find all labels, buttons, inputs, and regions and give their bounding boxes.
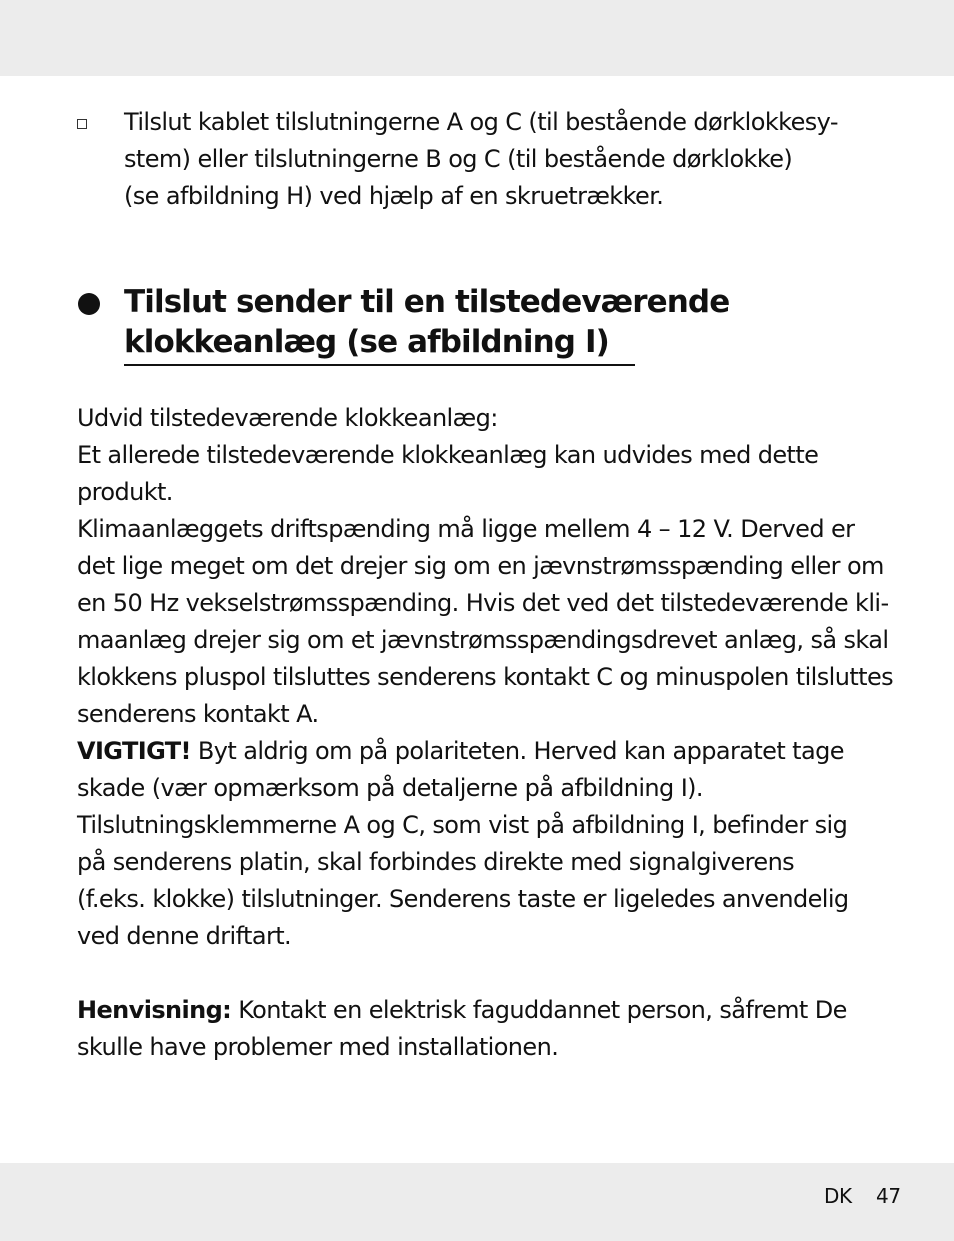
- step-text: Tilslut kablet tilslutningerne A og C (til bestående dørklokkesy- stem) eller tilslutningerne B og C (til bestående dørklokke) (se afbildning H) ved hjælp af en skruetrækker.: [124, 108, 838, 210]
- important-text: Byt aldrig om på polariteten. Herved kan apparatet tage skade (vær opmærksom på detaljerne på afbildning I). Tilslutningsklemmerne A og C, som vist på afbildning I, befinder sig på senderens platin, skal forbindes direkte med signalgiverens (f.eks. klokke) tilslutninger. Senderens taste er ligeledes anvendelig ved denne driftart.: [77, 737, 849, 950]
- header-band: [0, 0, 954, 76]
- note-paragraph: [77, 992, 897, 1066]
- voltage-paragraph: Klimaanlæggets driftspænding må ligge mellem 4 – 12 V. Derved er det lige meget om det drejer sig om en jævnstrømsspænding eller om en 50 Hz vekselstrømsspænding. Hvis det ved det tilstedeværende kli- maanlæg drejer sig om et jævnstrømsspændingsdrevet anlæg, så skal klokkens pluspol tilsluttes senderens kontakt C og minuspolen tilsluttes senderens kontakt A.: [77, 515, 894, 728]
- footer-language: DK: [824, 1184, 852, 1208]
- important-label: VIGTIGT!: [77, 737, 191, 765]
- footer-band: [0, 1163, 954, 1241]
- note-text: Kontakt en elektrisk faguddannet person, såfremt De skulle have problemer med installationen.: [77, 996, 847, 1061]
- section-heading: Tilslut sender til en tilstedeværende klokkeanlæg (se afbildning I): [124, 284, 730, 360]
- checkbox-icon: [77, 119, 87, 129]
- heading-underline: [124, 364, 635, 366]
- intro-paragraph: Udvid tilstedeværende klokkeanlæg: Et allerede tilstedeværende klokkeanlæg kan udvides med dette produkt.: [77, 404, 819, 506]
- note-label: Henvisning:: [77, 996, 232, 1024]
- page-number: 47: [876, 1184, 901, 1208]
- important-paragraph: [77, 733, 897, 955]
- bullet-icon: [78, 293, 100, 315]
